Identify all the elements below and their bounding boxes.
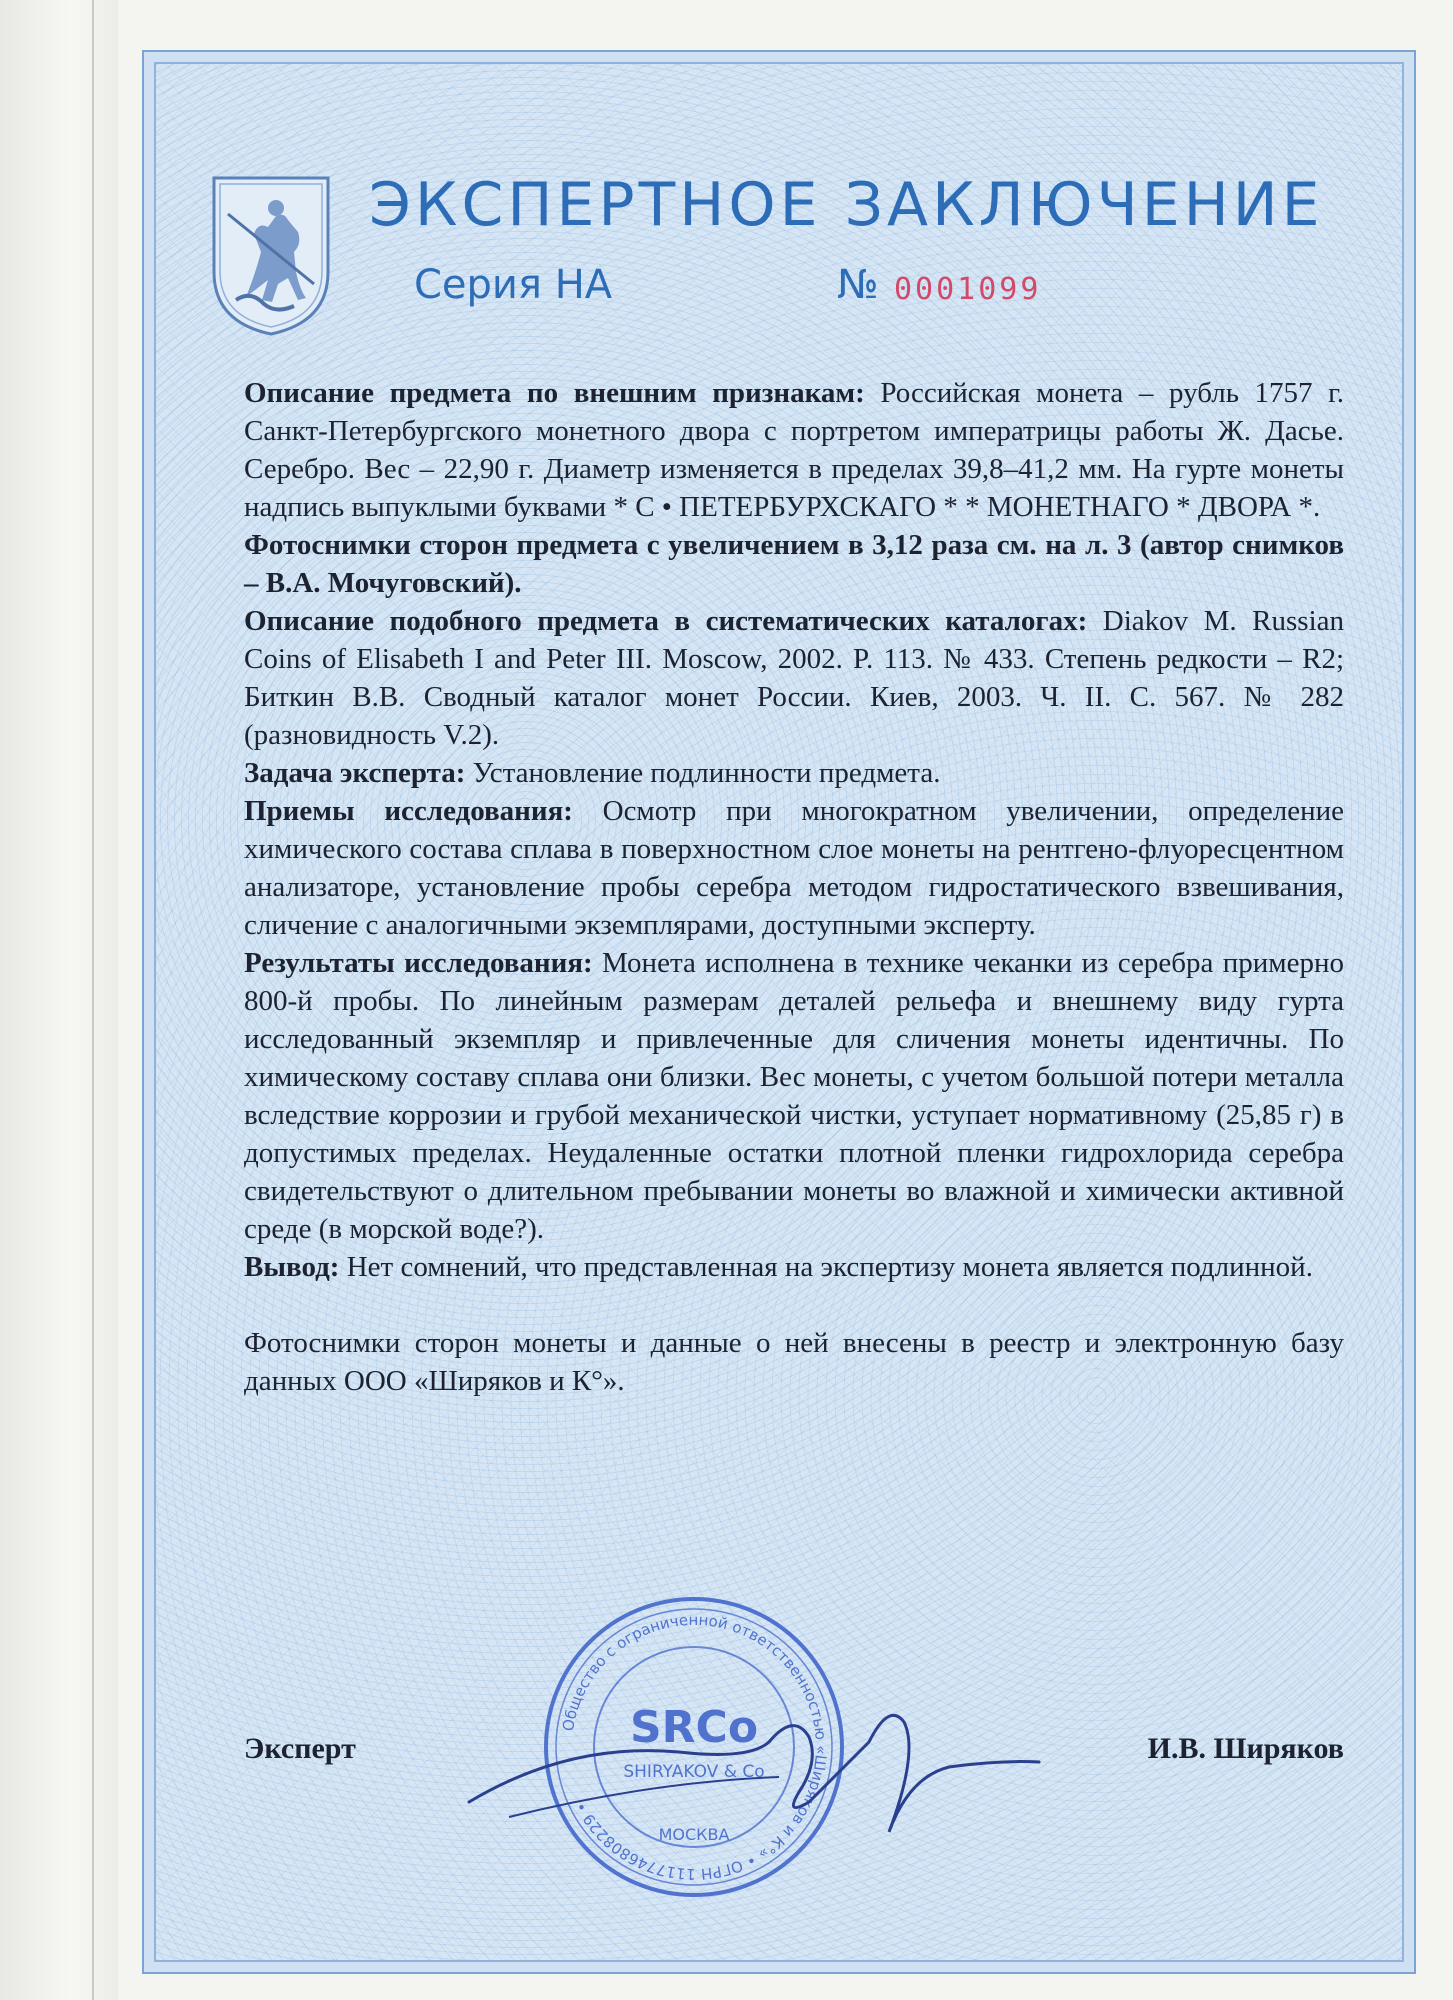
task-paragraph: [244, 754, 1344, 792]
results-text: Монета исполнена в технике чеканки из серебра примерно 800-й пробы. По линейным размерам деталей рельефа и внешнему виду гурта исследованный экземпляр и привлеченные для сличения монеты идентичны. По химическому составу сплава они близки. Вес монеты, с учетом большой потери металла вследствие коррозии и грубой механической чистки, уступает нормативному (25,85 г) в допустимых пределах. Неудаленные остатки плотной пленки гидрохлорида серебра свидетельствуют о длительном пребывании монеты во влажной и химически активной среде (в морской воде?).: [244, 947, 1344, 1245]
stamp-company: SHIRYAKOV & Co: [623, 1762, 765, 1782]
catalogs-text: Diakov M. Russian Coins of Elisabeth I and Peter III. Moscow, 2002. P. 113. № 433. Степень редкости – R2; Биткин В.В. Сводный каталог монет России. Киев, 2003. Ч. II. С. 567. № 282 (разновидность V.2).: [244, 605, 1344, 751]
results-paragraph: [244, 944, 1344, 1248]
results-label: Результаты исследования:: [244, 947, 593, 979]
photos-label: Фотоснимки сторон предмета с увеличением в 3,12 раза см. на л. 3 (автор снимков – В.А. Мочуговский).: [244, 529, 1344, 599]
certificate-sheet: [142, 50, 1416, 1974]
binding-line: [92, 0, 94, 2000]
catalogs-paragraph: [244, 602, 1344, 754]
stamp-city: МОСКВА: [658, 1825, 730, 1844]
methods-text: Осмотр при многократном увеличении, определение химического состава сплава в поверхностном слое монеты на рентгено-флуоресцентном анализаторе, установление пробы серебра методом гидростатического взвешивания, сличение с аналогичными экземплярами, доступными эксперту.: [244, 795, 1344, 941]
stamp-logo: SRCo: [629, 1702, 759, 1753]
expert-name: И.В. Ширяков: [1147, 1732, 1344, 1765]
conclusion-paragraph: [244, 1248, 1344, 1286]
registry-note: Фотоснимки сторон монеты и данные о ней внесены в реестр и электронную базу данных ООО «Ширяков и К°».: [244, 1327, 1344, 1397]
series-label: Серия НА: [414, 262, 613, 308]
description-label: Описание предмета по внешним признакам:: [244, 377, 865, 409]
book-page-edge: [0, 0, 118, 2000]
document-title: ЭКСПЕРТНОЕ ЗАКЛЮЧЕНИЕ: [369, 170, 1324, 240]
photos-paragraph: [244, 526, 1344, 602]
description-text: Российская монета – рубль 1757 г. Санкт-Петербургского монетного двора с портретом императрицы работы Ж. Дасье. Серебро. Вес – 22,90 г. Диаметр изменяется в пределах 39,8–41,2 мм. На гурте монеты надпись выпуклыми буквами * С • ПЕТЕРБУРХСКАГО * * МОНЕТНАГО * ДВОРА *.: [244, 377, 1345, 523]
stamp-ring-text: Общество с ограниченной ответственностью «Ширяков и К°» • ОГРН 1117746808229 •: [559, 1610, 831, 1884]
serial-number: 0001099: [894, 272, 1042, 307]
methods-paragraph: [244, 792, 1344, 944]
task-label: Задача эксперта:: [244, 757, 466, 789]
methods-label: Приемы исследования:: [244, 795, 573, 827]
description-paragraph: [244, 374, 1344, 526]
signature-row: [244, 1732, 1344, 1782]
expert-label: Эксперт: [244, 1732, 356, 1765]
conclusion-label: Вывод:: [244, 1251, 340, 1283]
task-text: Установление подлинности предмета.: [465, 757, 941, 789]
paragraph-gap: [244, 1286, 1344, 1324]
number-sign: №: [837, 262, 879, 308]
conclusion-text: Нет сомнений, что представленная на экспертизу монета является подлинной.: [339, 1251, 1313, 1283]
certificate-body: [244, 374, 1344, 1400]
catalogs-label: Описание подобного предмета в систематических каталогах:: [244, 605, 1088, 637]
moscow-coat-of-arms-icon: [206, 172, 336, 337]
